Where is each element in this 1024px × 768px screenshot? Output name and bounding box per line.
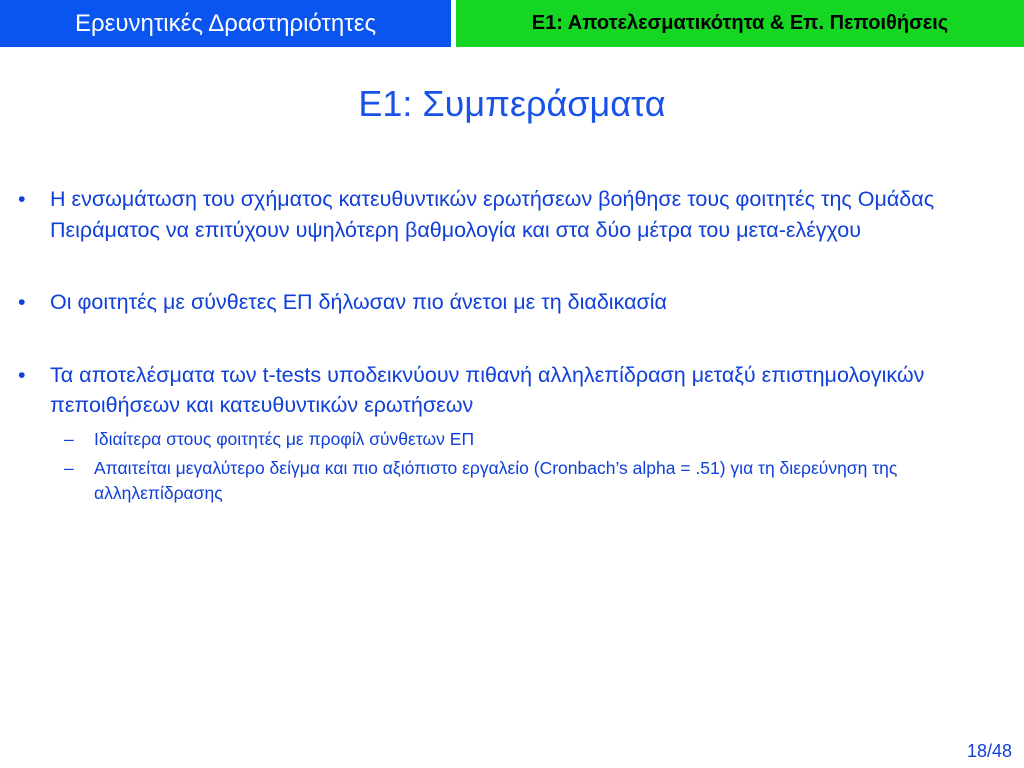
- sub-bullet-text: Ιδιαίτερα στους φοιτητές με προφίλ σύνθετων ΕΠ: [94, 428, 475, 449]
- bullet-text: Τα αποτελέσματα των t-tests υποδεικνύουν πιθανή αλληλεπίδραση μεταξύ επιστημολογικών πεποιθήσεων και κατευθυντικών ερωτήσεων: [50, 362, 925, 417]
- bullet-item-3: [0, 360, 1024, 506]
- bullet-item-1: [0, 184, 1024, 245]
- sub-bullet-item-1: [50, 427, 1004, 452]
- sub-bullet-marker: –: [64, 457, 74, 478]
- bullet-marker: •: [18, 187, 26, 211]
- bullet-text: Η ενσωμάτωση του σχήματος κατευθυντικών ερωτήσεων βοήθησε τους φοιτητές της Ομάδας Πειράματος να επιτύχουν υψηλότερη βαθμολογία και στα δύο μέτρα του μετα-ελέγχου: [50, 187, 935, 242]
- bullet-list: [0, 184, 1024, 506]
- header-bar: [0, 0, 1024, 47]
- sub-bullet-marker: –: [64, 428, 74, 449]
- slide-title: Ε1: Συμπεράσματα: [358, 83, 666, 124]
- bullet-text: Οι φοιτητές με σύνθετες ΕΠ δήλωσαν πιο άνετοι με τη διαδικασία: [50, 290, 667, 314]
- bullet-marker: •: [18, 290, 26, 314]
- sub-bullet-list: [50, 427, 1004, 506]
- section-title: Ερευνητικές Δραστηριότητες: [0, 0, 456, 47]
- sub-bullet-item-2: [50, 456, 1004, 506]
- sub-bullet-text: Απαιτείται μεγαλύτερο δείγμα και πιο αξιόπιστο εργαλείο (Cronbach’s alpha = .51) για τη διερεύνηση της αλληλεπίδρασης: [94, 457, 898, 503]
- page-number: 18/48: [966, 741, 1012, 761]
- bullet-marker: •: [18, 362, 26, 387]
- bullet-item-2: [0, 287, 1024, 318]
- subsection-title: Ε1: Αποτελεσματικότητα & Επ. Πεποιθήσεις: [456, 0, 1024, 47]
